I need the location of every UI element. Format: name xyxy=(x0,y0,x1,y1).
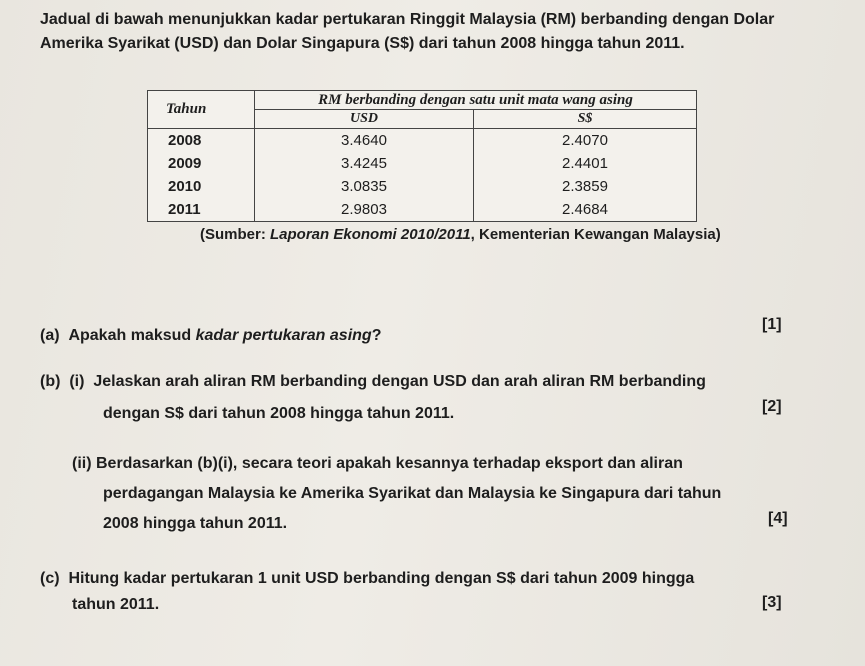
intro-line-2: Amerika Syarikat (USD) dan Dolar Singapura (S$) dari tahun 2008 hingga tahun 2011. xyxy=(40,35,685,52)
source-prefix: (Sumber: xyxy=(200,226,271,243)
year-cell: 2011 xyxy=(168,201,201,218)
sgd-cell: 2.4401 xyxy=(562,155,608,172)
question-c-line2: tahun 2011. xyxy=(72,596,160,613)
header-sgd: S$ xyxy=(474,110,697,129)
question-c-line1: Hitung kadar pertukaran 1 unit USD berbanding dengan S$ dari tahun 2009 hingga xyxy=(68,570,695,587)
question-c-label: (c) xyxy=(40,570,60,587)
question-b-i-sub: (i) xyxy=(69,373,85,390)
usd-column xyxy=(255,129,474,222)
question-c xyxy=(40,567,694,591)
table-source xyxy=(200,226,721,243)
header-tahun: Tahun xyxy=(148,91,255,129)
usd-cell: 3.4640 xyxy=(341,132,387,149)
sgd-cell: 2.4684 xyxy=(562,201,608,218)
usd-cell: 3.0835 xyxy=(341,178,387,195)
source-suffix: , Kementerian Kewangan Malaysia) xyxy=(470,226,721,243)
question-b-ii xyxy=(72,452,683,476)
question-b-i-line2: dengan S$ dari tahun 2008 hingga tahun 2011. xyxy=(103,405,455,422)
question-b-ii-line1: Berdasarkan (b)(i), secara teori apakah kesannya terhadap eksport dan aliran xyxy=(96,455,683,472)
source-title: Laporan Ekonomi 2010/2011 xyxy=(270,226,471,243)
usd-cell: 3.4245 xyxy=(341,155,387,172)
intro-paragraph xyxy=(40,8,840,56)
year-cell: 2008 xyxy=(168,132,202,149)
question-b-i-line1: Jelaskan arah aliran RM berbanding dengan USD dan arah aliran RM berbanding xyxy=(93,373,706,390)
year-column xyxy=(148,129,255,222)
intro-line-1: Jadual di bawah menunjukkan kadar pertukaran Ringgit Malaysia (RM) berbanding dengan Dolar xyxy=(40,11,775,28)
year-cell: 2009 xyxy=(168,155,202,172)
question-b-ii-line3: 2008 hingga tahun 2011. xyxy=(103,515,288,532)
question-b-label: (b) xyxy=(40,373,61,390)
question-b-ii-sub: (ii) xyxy=(72,455,92,472)
question-b-ii-line2: perdagangan Malaysia ke Amerika Syarikat dan Malaysia ke Singapura dari tahun xyxy=(103,485,722,502)
question-a-label: (a) xyxy=(40,327,60,344)
question-b-ii-marks: [4] xyxy=(768,510,788,527)
question-a xyxy=(40,324,381,348)
question-a-end: ? xyxy=(371,327,382,344)
question-a-text: Apakah maksud xyxy=(68,327,196,344)
question-a-term: kadar pertukaran asing xyxy=(195,327,372,344)
sgd-column xyxy=(474,129,697,222)
question-b-i-marks: [2] xyxy=(762,398,782,415)
usd-cell: 2.9803 xyxy=(341,201,387,218)
header-usd: USD xyxy=(255,110,474,129)
question-a-marks: [1] xyxy=(762,316,782,333)
sgd-cell: 2.4070 xyxy=(562,132,608,149)
question-b-i xyxy=(40,370,706,394)
year-cell: 2010 xyxy=(168,178,202,195)
sgd-cell: 2.3859 xyxy=(562,178,608,195)
exchange-rate-table xyxy=(147,90,697,222)
question-c-marks: [3] xyxy=(762,594,782,611)
header-rm-group: RM berbanding dengan satu unit mata wang asing xyxy=(255,91,697,110)
